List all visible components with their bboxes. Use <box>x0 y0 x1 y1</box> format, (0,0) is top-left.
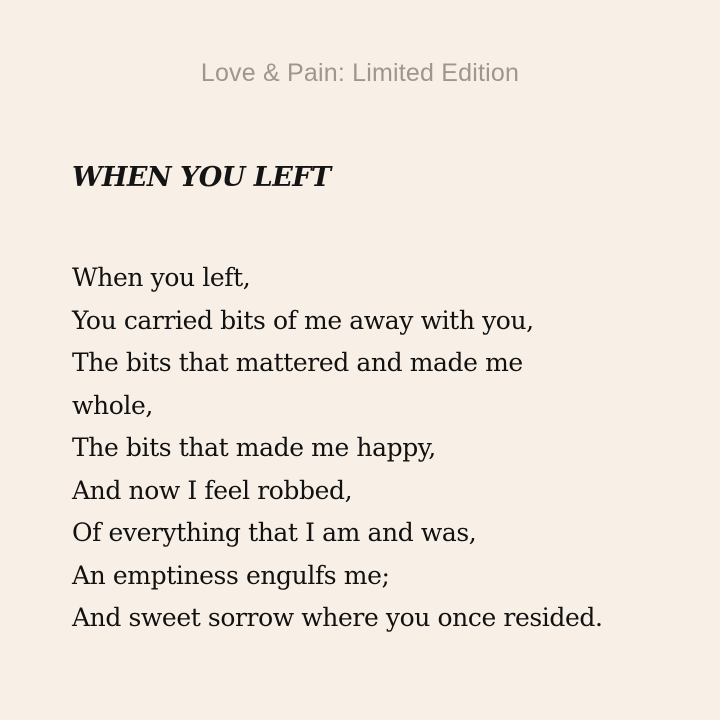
poem-body <box>72 257 712 640</box>
poem-line: When you left, <box>72 263 251 292</box>
poem-line: The bits that made me happy, <box>72 433 436 462</box>
poem-line: An emptiness engulfs me; <box>72 560 390 590</box>
book-title: Love & Pain: Limited Edition <box>200 59 520 87</box>
poem-line: And sweet sorrow where you once resided. <box>72 603 603 632</box>
poem-line: You carried bits of me away with you, <box>72 305 534 335</box>
poem-line: whole, <box>72 390 153 420</box>
poem-title: WHEN YOU LEFT <box>72 162 331 193</box>
poem-line: The bits that mattered and made me <box>72 348 523 377</box>
poem-line: Of everything that I am and was, <box>72 518 477 547</box>
poem-line: And now I feel robbed, <box>72 475 353 505</box>
